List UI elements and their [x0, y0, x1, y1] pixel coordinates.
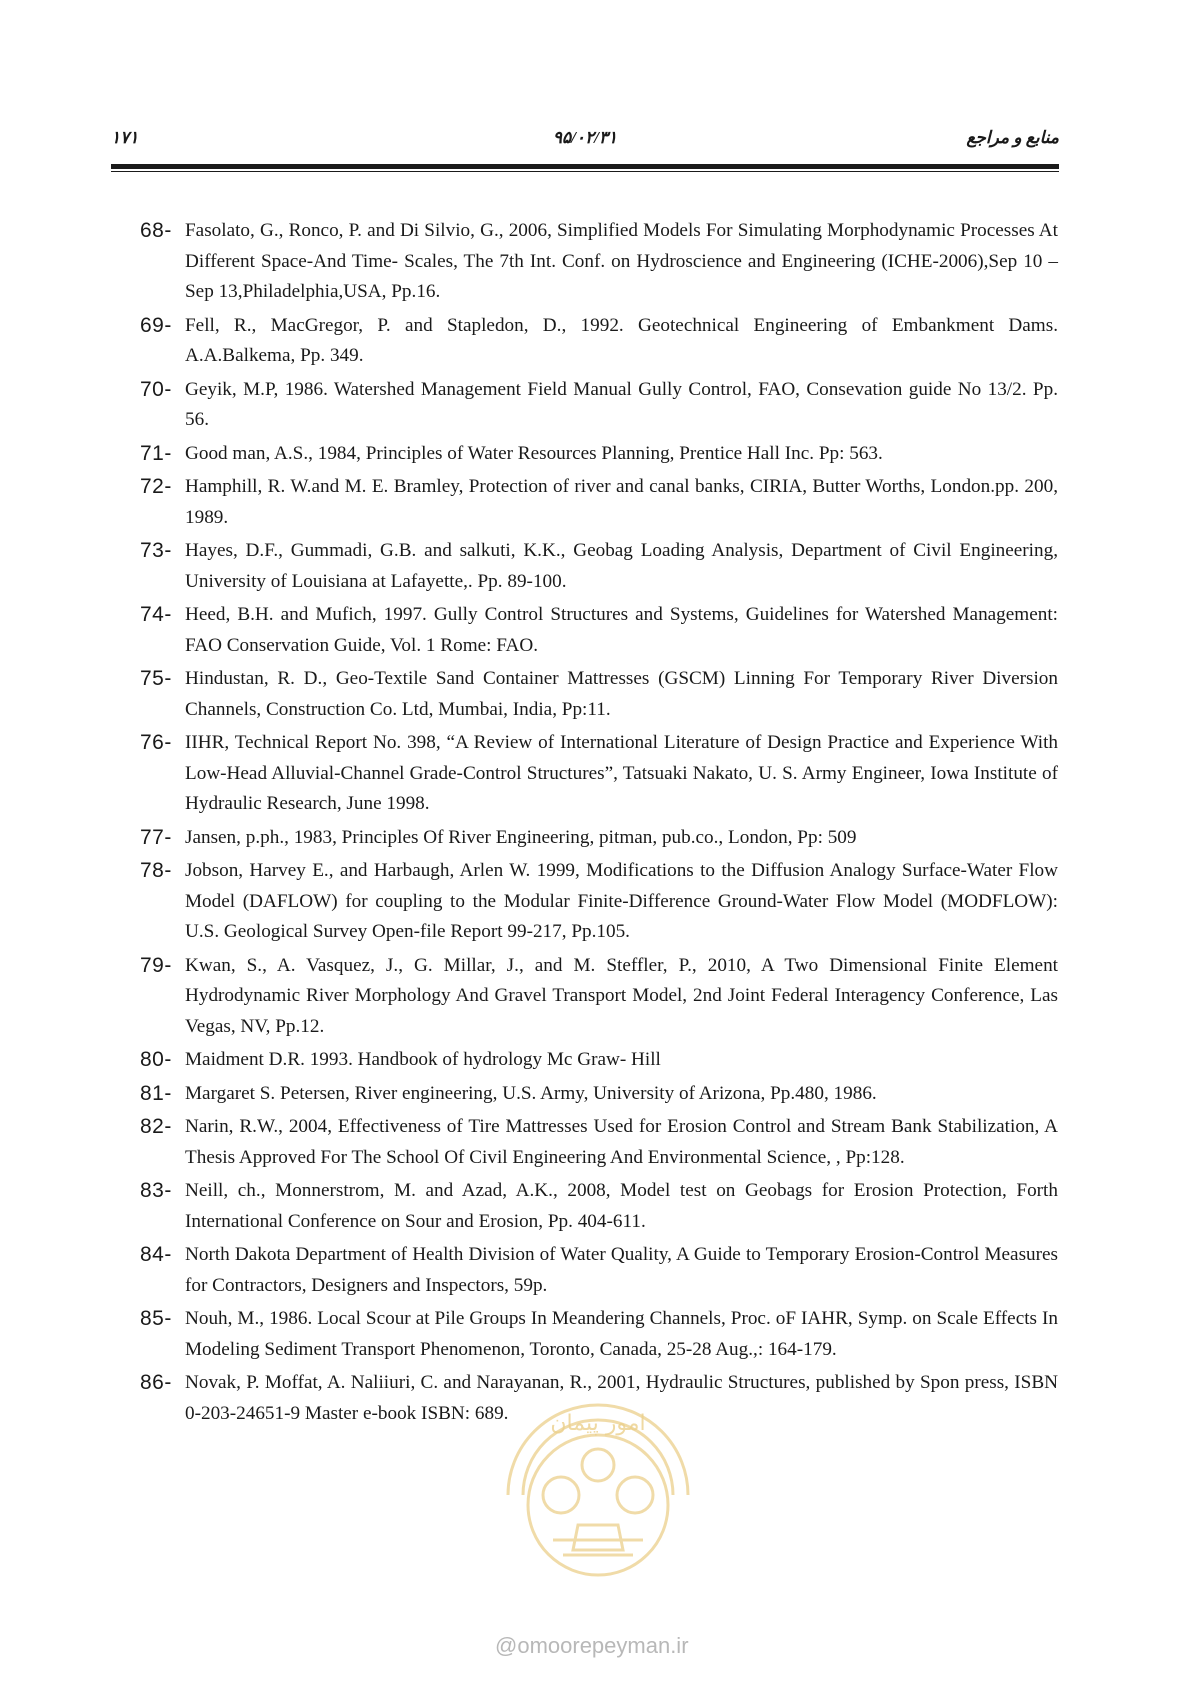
reference-text: Narin, R.W., 2004, Effectiveness of Tire Mattresses Used for Erosion Control and Stream Bank Stabilization, A Thesis Approved For The School Of Civil Engineering And Environmental Science, , Pp:128. — [185, 1116, 1058, 1168]
reference-text: Kwan, S., A. Vasquez, J., G. Millar, J., and M. Steffler, P., 2010, A Two Dimensional Finite Element Hydrodynamic River Morphology And Gravel Transport Model, 2nd Joint Federal Interagency Conference, Las Vegas, NV, Pp.12. — [185, 954, 1058, 1037]
reference-number: 70- — [140, 377, 172, 401]
reference-text: Hamphill, R. W.and M. E. Bramley, Protection of river and canal banks, CIRIA, Butter Worths, London.pp. 200, 1989. — [185, 476, 1058, 528]
reference-number: 73- — [140, 539, 172, 562]
reference-text: Jansen, p.ph., 1983, Principles Of River Engineering, pitman, pub.co., London, Pp: 509 — [185, 826, 857, 848]
reference-number: 81- — [140, 1081, 172, 1105]
reference-number: 76- — [140, 731, 172, 754]
reference-item — [140, 856, 1058, 948]
reference-item — [140, 728, 1058, 820]
header-rule-thin — [111, 171, 1059, 172]
reference-text: Maidment D.R. 1993. Handbook of hydrology Mc Graw- Hill — [185, 1049, 661, 1070]
reference-text: IIHR, Technical Report No. 398, “A Review of International Literature of Design Practice and Experience With Low-Head Alluvial-Channel Grade-Control Structures”, Tatsuaki Nakato, U. S. Army Engineer, Iowa Institute of Hydraulic Research, June 1998. — [185, 732, 1058, 814]
header-date: ۹۵/۰۲/۳۱ — [552, 128, 618, 147]
reference-text: Neill, ch., Monnerstrom, M. and Azad, A.K., 2008, Model test on Geobags for Erosion Protection, Forth International Conference on Sour and Erosion, Pp. 404-611. — [185, 1180, 1058, 1232]
watermark-site: @omoorepeyman.ir — [495, 1633, 689, 1658]
reference-text: Good man, A.S., 1984, Principles of Water Resources Planning, Prentice Hall Inc. Pp: 563. — [185, 442, 883, 464]
reference-item — [140, 1176, 1058, 1237]
reference-text: Heed, B.H. and Mufich, 1997. Gully Control Structures and Systems, Guidelines for Watershed Management: FAO Conservation Guide, Vol. 1 Rome: FAO. — [185, 604, 1058, 656]
reference-number: 79- — [140, 953, 172, 977]
reference-item — [140, 472, 1058, 533]
reference-text: Nouh, M., 1986. Local Scour at Pile Groups In Meandering Channels, Proc. oF IAHR, Symp. on Scale Effects In Modeling Sediment Transport Phenomenon, Toronto, Canada, 25-28 Aug.,: 164-179. — [185, 1308, 1058, 1360]
reference-item — [140, 311, 1058, 372]
reference-number: 85- — [140, 1307, 172, 1330]
reference-text: North Dakota Department of Health Division of Water Quality, A Guide to Temporary Erosion-Control Measures for Contractors, Designers and Inspectors, 59p. — [185, 1244, 1058, 1296]
reference-number: 80- — [140, 1048, 172, 1071]
reference-text: Fasolato, G., Ronco, P. and Di Silvio, G., 2006, Simplified Models For Simulating Morphodynamic Processes At Different Space-And Time- Scales, The 7th Int. Conf. on Hydroscience and Engineering (ICHE-2006),Sep 10 –Sep 13,Philadelphia,USA, Pp.16. — [185, 220, 1058, 302]
reference-number: 74- — [140, 603, 172, 626]
reference-number: 82- — [140, 1115, 172, 1138]
reference-number: 84- — [140, 1243, 172, 1266]
reference-item — [140, 536, 1058, 597]
reference-number: 78- — [140, 859, 172, 882]
reference-text: Fell, R., MacGregor, P. and Stapledon, D., 1992. Geotechnical Engineering of Embankment Dams. A.A.Balkema, Pp. 349. — [185, 314, 1058, 366]
watermark-seal — [483, 1375, 713, 1590]
section-title: منابع و مراجع — [966, 128, 1059, 147]
reference-number: 86- — [140, 1371, 172, 1394]
reference-item — [140, 216, 1058, 308]
reference-item — [140, 1079, 1058, 1110]
reference-number: 72- — [140, 475, 172, 498]
reference-item — [140, 664, 1058, 725]
reference-number: 71- — [140, 441, 172, 465]
reference-item — [140, 1304, 1058, 1365]
seal-lettering: امور پیمان — [550, 1411, 646, 1436]
reference-text: Hindustan, R. D., Geo-Textile Sand Container Mattresses (GSCM) Linning For Temporary River Diversion Channels, Construction Co. Ltd, Mumbai, India, Pp:11. — [185, 668, 1058, 720]
reference-item — [140, 1045, 1058, 1076]
reference-item — [140, 951, 1058, 1043]
page-number: ۱۷۱ — [111, 128, 139, 147]
reference-text: Margaret S. Petersen, River engineering, U.S. Army, University of Arizona, Pp.480, 1986. — [185, 1082, 877, 1104]
reference-text: Jobson, Harvey E., and Harbaugh, Arlen W. 1999, Modifications to the Diffusion Analogy Surface-Water Flow Model (DAFLOW) for coupling to the Modular Finite-Difference Ground-Water Flow Model (MODFLOW): U.S. Geological Survey Open-file Report 99-217, Pp.105. — [185, 860, 1058, 942]
reference-number: 69- — [140, 313, 172, 337]
page-header — [111, 128, 1059, 158]
reference-item — [140, 1240, 1058, 1301]
reference-item — [140, 823, 1058, 854]
reference-number: 77- — [140, 825, 172, 849]
reference-list — [140, 216, 1058, 1432]
reference-text: Hayes, D.F., Gummadi, G.B. and salkuti, K.K., Geobag Loading Analysis, Department of Civil Engineering, University of Louisiana at Lafayette,. Pp. 89-100. — [185, 540, 1058, 592]
reference-item — [140, 439, 1058, 470]
reference-number: 83- — [140, 1179, 172, 1202]
reference-number: 75- — [140, 667, 172, 690]
reference-item — [140, 375, 1058, 436]
reference-text: Novak, P. Moffat, A. Naliiuri, C. and Narayanan, R., 2001, Hydraulic Structures, published by Spon press, ISBN 0-203-24651-9 Master e-book ISBN: 689. — [185, 1372, 1058, 1424]
reference-item — [140, 600, 1058, 661]
reference-item — [140, 1112, 1058, 1173]
reference-number: 68- — [140, 219, 172, 242]
header-rule-thick — [111, 164, 1059, 169]
reference-text: Geyik, M.P, 1986. Watershed Management Field Manual Gully Control, FAO, Consevation guide No 13/2. Pp. 56. — [185, 378, 1058, 430]
